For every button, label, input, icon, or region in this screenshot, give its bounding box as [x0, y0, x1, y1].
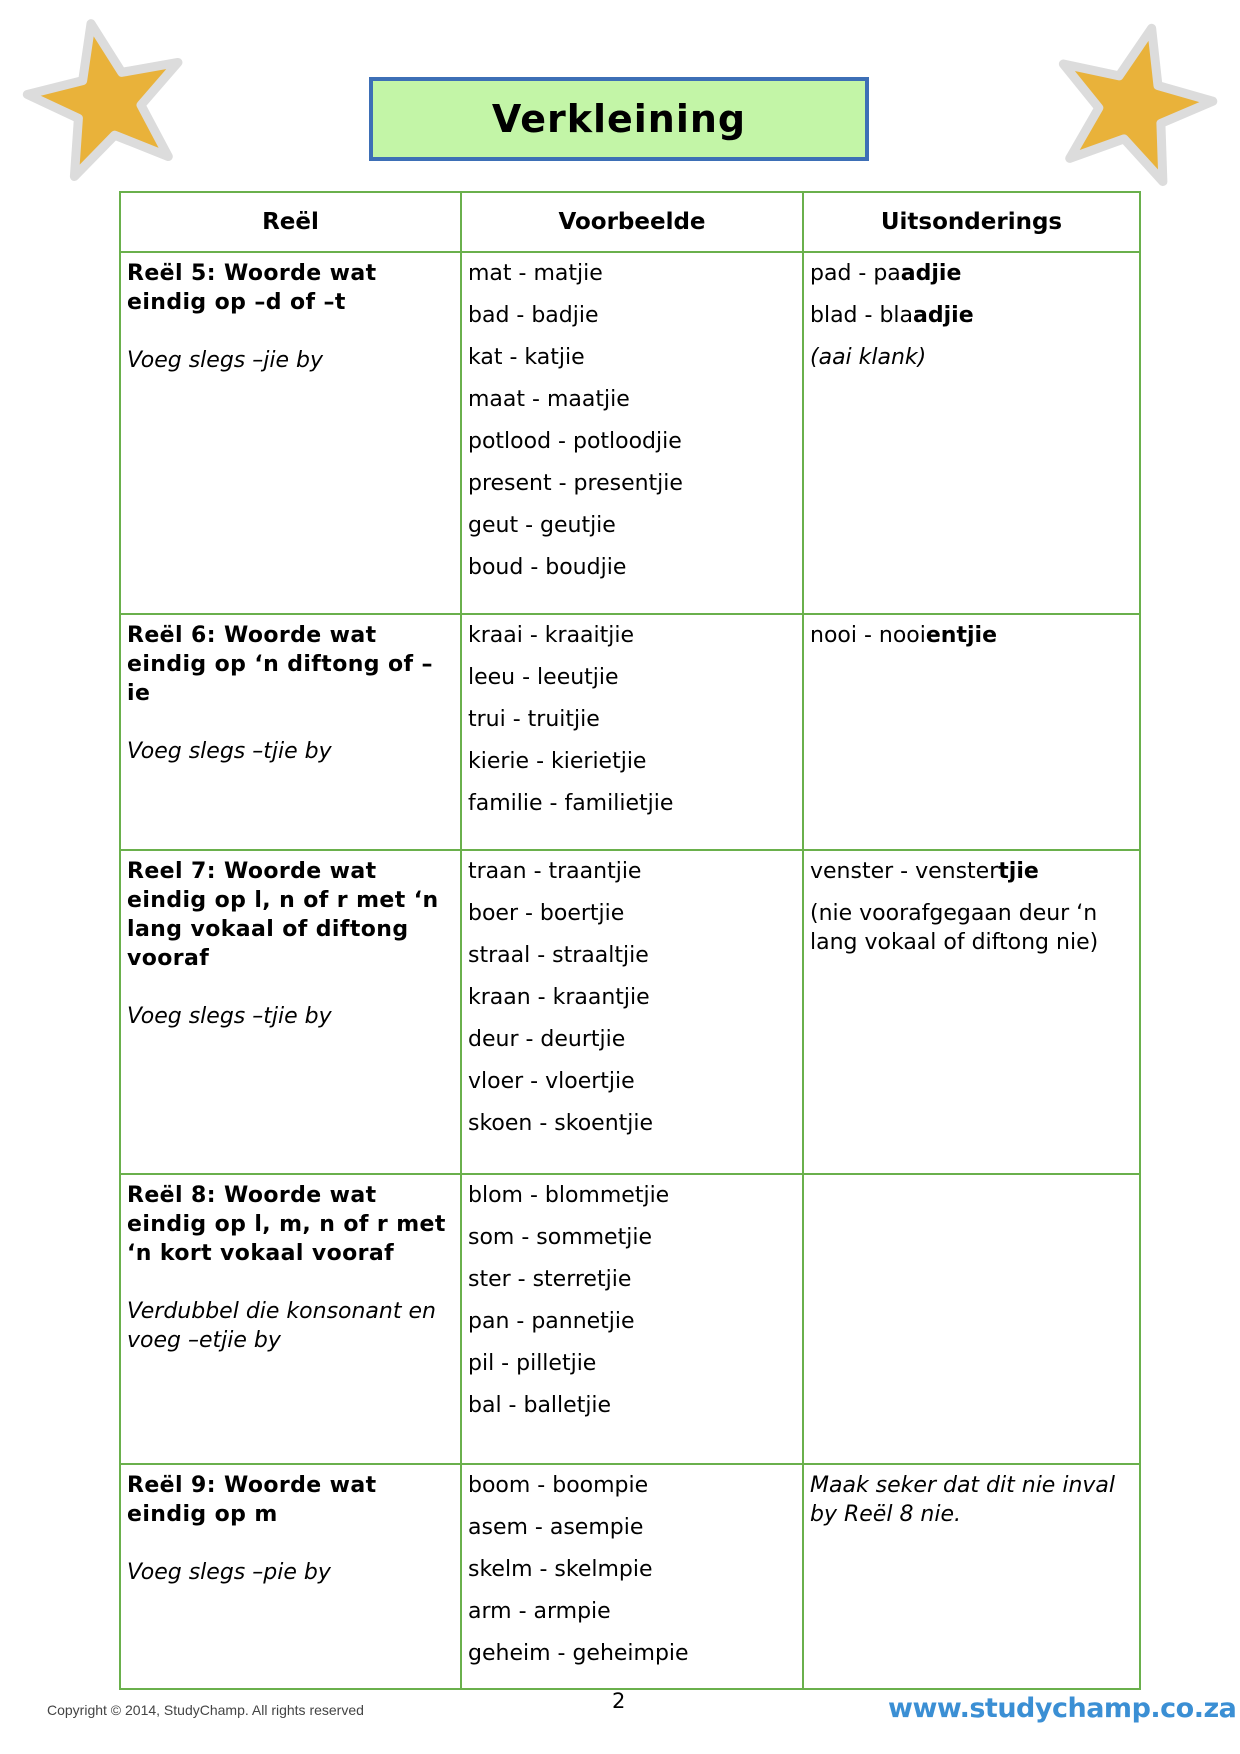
exception-item [810, 899, 1133, 957]
page-title: Verkleining [491, 97, 747, 141]
examples-cell [461, 1174, 803, 1464]
exception-bold-text: adjie [900, 261, 962, 286]
star-icon [22, 14, 192, 184]
exception-bold-text: entjie [925, 623, 997, 648]
example-item: mat - matjie [468, 261, 603, 286]
header-rule: Reël [120, 192, 461, 252]
exception-plain-text: venster - venster [810, 859, 999, 884]
rule-cell [120, 252, 461, 614]
exception-bold-text: tjie [998, 859, 1039, 884]
copyright-text: Copyright © 2014, StudyChamp. All rights reserved [47, 1702, 364, 1718]
exceptions-cell [803, 1464, 1140, 1689]
example-item: boer - boertjie [468, 901, 625, 926]
header-row [120, 192, 1140, 252]
exceptions-cell [803, 252, 1140, 614]
exceptions-cell [803, 614, 1140, 850]
exception-plain-text: blad - bla [810, 303, 914, 328]
example-item: bad - badjie [468, 303, 599, 328]
example-item: skelm - skelmpie [468, 1557, 653, 1582]
rule-title: Reël 9: Woorde wat eindig op m [127, 1473, 377, 1527]
exception-italic-text: (aai klank) [810, 345, 927, 370]
example-item: boud - boudjie [468, 555, 627, 580]
exception-item [810, 343, 1133, 372]
header-examples: Voorbeelde [461, 192, 803, 252]
example-item: kraai - kraaitjie [468, 623, 635, 648]
rule-title: Reël 5: Woorde wat eindig op –d of –t [127, 261, 377, 315]
example-item: pan - pannetjie [468, 1309, 635, 1334]
star-icon [1048, 18, 1218, 188]
table-row [120, 1174, 1140, 1464]
example-item: familie - familietjie [468, 791, 674, 816]
exception-item [810, 621, 1133, 650]
example-item: traan - traantjie [468, 859, 642, 884]
title-box [369, 77, 869, 161]
example-item: leeu - leeutjie [468, 665, 619, 690]
example-item: blom - blommetjie [468, 1183, 670, 1208]
exception-item [810, 301, 1133, 330]
examples-cell [461, 850, 803, 1174]
exception-bold-text: adjie [913, 303, 974, 328]
example-item: arm - armpie [468, 1599, 611, 1624]
rule-cell [120, 850, 461, 1174]
example-item: present - presentjie [468, 471, 683, 496]
rule-cell [120, 1174, 461, 1464]
exception-plain-text: nooi - nooi [810, 623, 926, 648]
example-item: skoen - skoentjie [468, 1111, 654, 1136]
exception-plain-text: (nie voorafgegaan deur ‘n lang vokaal of diftong nie) [810, 901, 1099, 955]
page-number: 2 [612, 1689, 626, 1713]
table-row [120, 614, 1140, 850]
rule-note: Voeg slegs –tjie by [127, 739, 332, 764]
rule-note: Voeg slegs –pie by [127, 1560, 331, 1585]
example-item: vloer - vloertjie [468, 1069, 635, 1094]
exception-item [810, 857, 1133, 886]
example-item: kraan - kraantjie [468, 985, 650, 1010]
table-row [120, 850, 1140, 1174]
header-exceptions: Uitsonderings [803, 192, 1140, 252]
exceptions-cell [803, 1174, 1140, 1464]
example-item: bal - balletjie [468, 1393, 612, 1418]
example-item: kat - katjie [468, 345, 585, 370]
exception-item [810, 259, 1133, 288]
example-item: straal - straaltjie [468, 943, 649, 968]
example-item: deur - deurtjie [468, 1027, 626, 1052]
examples-cell [461, 614, 803, 850]
rule-cell [120, 1464, 461, 1689]
rule-note: Voeg slegs –jie by [127, 348, 323, 373]
exception-italic-text: Maak seker dat dit nie inval by Reël 8 nie. [810, 1473, 1116, 1527]
example-item: maat - maatjie [468, 387, 630, 412]
example-item: geheim - geheimpie [468, 1641, 689, 1666]
rule-title: Reel 7: Woorde wat eindig op l, n of r met ‘n lang vokaal of diftong vooraf [127, 859, 439, 971]
example-item: trui - truitjie [468, 707, 600, 732]
table-row [120, 1464, 1140, 1689]
website-link[interactable]: www.studychamp.co.za [888, 1693, 1237, 1724]
example-item: asem - asempie [468, 1515, 644, 1540]
exceptions-cell [803, 850, 1140, 1174]
example-item: boom - boompie [468, 1473, 649, 1498]
rule-title: Reël 8: Woorde wat eindig op l, m, n of r met ‘n kort vokaal vooraf [127, 1183, 446, 1266]
example-item: potlood - potloodjie [468, 429, 682, 454]
example-item: kierie - kierietjie [468, 749, 647, 774]
example-item: ster - sterretjie [468, 1267, 632, 1292]
rule-note: Verdubbel die konsonant en voeg –etjie by [127, 1299, 436, 1353]
rules-table [119, 191, 1141, 1690]
example-item: pil - pilletjie [468, 1351, 597, 1376]
rule-title: Reël 6: Woorde wat eindig op ‘n diftong of –ie [127, 623, 433, 706]
table-row [120, 252, 1140, 614]
examples-cell [461, 1464, 803, 1689]
examples-cell [461, 252, 803, 614]
example-item: som - sommetjie [468, 1225, 652, 1250]
exception-item [810, 1471, 1133, 1529]
rule-cell [120, 614, 461, 850]
example-item: geut - geutjie [468, 513, 616, 538]
exception-plain-text: pad - pa [810, 261, 901, 286]
rule-note: Voeg slegs –tjie by [127, 1004, 332, 1029]
